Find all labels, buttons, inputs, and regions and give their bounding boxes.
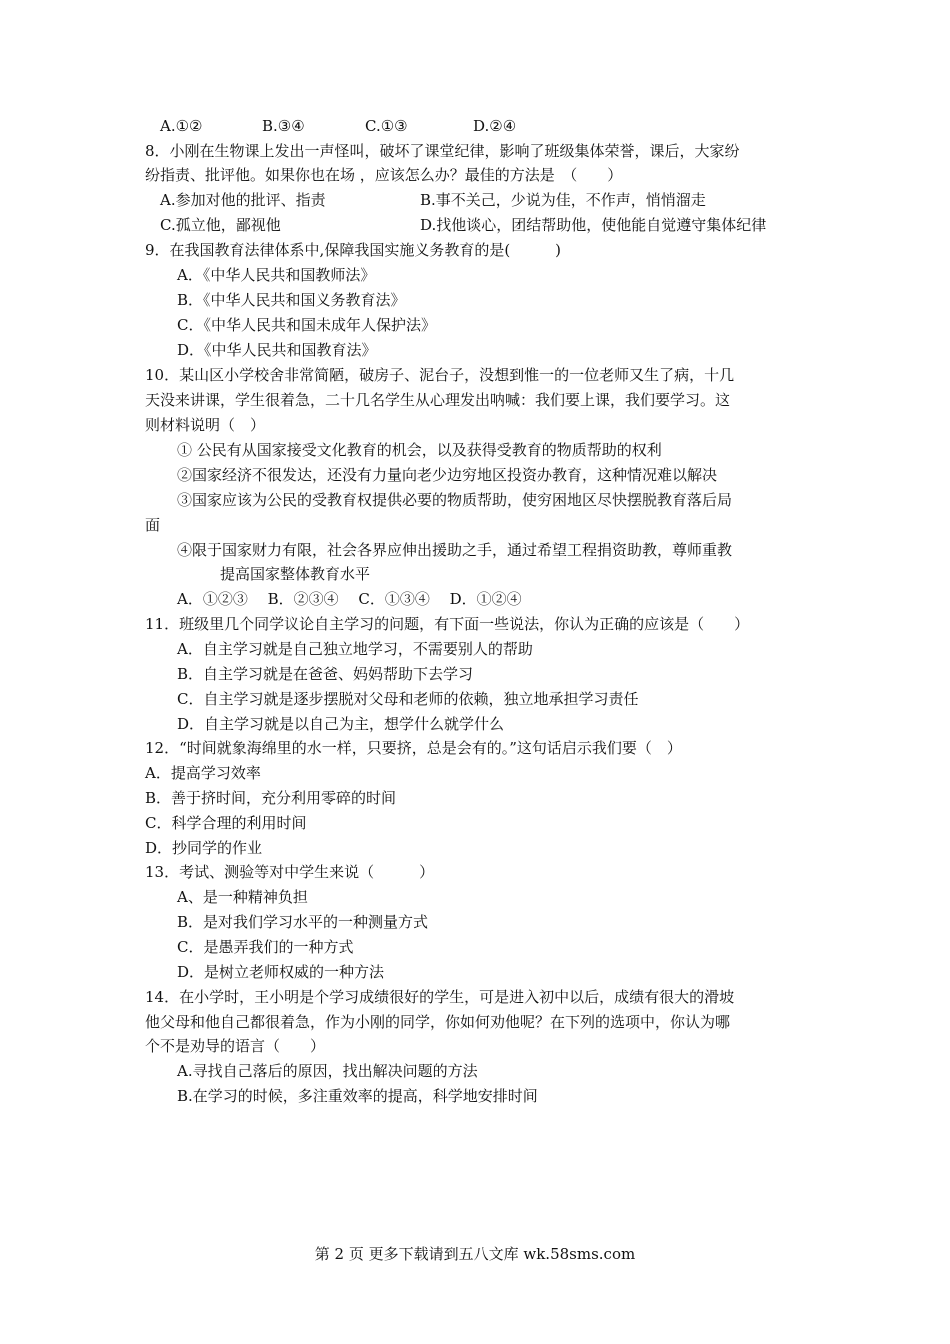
q8-stem-line2: 纷指责、批评他。如果你也在场 ，应该怎么办？最佳的方法是 （ ） [145,166,623,184]
q10-statement-3: ③国家应该为公民的受教育权提供必要的物质帮助，使穷困地区尽快摆脱教育落后局 [177,491,733,509]
q8-option-d: D.找他谈心，团结帮助他，使他能自觉遵守集体纪律 [420,216,767,234]
q8-option-b: B.事不关己，少说为佳，不作声，悄悄溜走 [420,191,706,209]
q14-stem-line2: 他父母和他自己都很着急，作为小刚的同学，你如何劝他呢？在下列的选项中，你认为哪 [145,1013,731,1031]
q7-option-b: B.③④ [262,117,305,135]
q13-option-b: B．是对我们学习水平的一种测量方式 [177,913,429,931]
q13-option-a: A、是一种精神负担 [177,888,308,906]
q7-options [160,116,516,136]
q13-stem: 13．考试、测验等对中学生来说（ ） [145,863,435,881]
q9-stem: 9．在我国教育法律体系中,保障我国实施义务教育的是( ) [145,241,562,259]
q8-option-c: C.孤立他，鄙视他 [160,216,281,234]
q12-stem: 12．“时间就象海绵里的水一样，只要挤，总是会有的。”这句话启示我们要（ ） [145,739,682,757]
q12-option-a: A．提高学习效率 [145,764,261,782]
q12-option-c: C．科学合理的利用时间 [145,814,307,832]
q11-stem: 11．班级里几个同学议论自主学习的问题，有下面一些说法，你认为正确的应该是（ ） [145,615,750,633]
q7-option-c: C.①③ [365,117,408,135]
q13-option-c: C．是愚弄我们的一种方式 [177,938,354,956]
q10-statement-3-cont: 面 [145,516,161,534]
q14-option-a: A.寻找自己落后的原因，找出解决问题的方法 [177,1062,478,1080]
q13-option-d: D．是树立老师权威的一种方法 [177,963,385,981]
q11-option-b: B．自主学习就是在爸爸、妈妈帮助下去学习 [177,665,474,683]
q11-option-a: A．自主学习就是自己独立地学习，不需要别人的帮助 [177,640,533,658]
q10-stem-line3: 则材料说明（ ） [145,416,266,434]
q11-option-c: C．自主学习就是逐步摆脱对父母和老师的依赖，独立地承担学习责任 [177,690,639,708]
q10-stem-line2: 天没来讲课，学生很着急，二十几名学生从心理发出呐喊：我们要上课，我们要学习。这 [145,391,731,409]
q9-option-a: A．《中华人民共和国教师法》 [177,266,376,284]
q10-statement-2: ②国家经济不很发达，还没有力量向老少边穷地区投资办教育，这种情况难以解决 [177,466,718,484]
q10-statement-4-cont: 提高国家整体教育水平 [220,565,371,583]
q8-option-a: A.参加对他的批评、指责 [160,191,326,209]
q14-option-b: B.在学习的时候，多注重效率的提高，科学地安排时间 [177,1087,538,1105]
q10-statement-1: ① 公民有从国家接受文化教育的机会，以及获得受教育的物质帮助的权利 [177,441,662,459]
q11-option-d: D．自主学习就是以自己为主，想学什么就学什么 [177,715,505,733]
q7-option-d: D.②④ [473,117,517,135]
page-footer: 第 2 页 更多下载请到五八文库 wk.58sms.com [314,1245,636,1263]
q10-options: A．①②③ B．②③④ C．①③④ D．①②④ [177,590,522,608]
q9-option-b: B．《中华人民共和国义务教育法》 [177,291,406,309]
q7-option-a: A.①② [160,117,203,135]
q8-stem-line1: 8．小刚在生物课上发出一声怪叫，破坏了课堂纪律，影响了班级集体荣誉，课后，大家纷 [145,142,740,160]
q12-option-b: B．善于挤时间，充分利用零碎的时间 [145,789,397,807]
q14-stem-line3: 个不是劝导的语言（ ） [145,1037,326,1055]
q9-option-d: D．《中华人民共和国教育法》 [177,341,377,359]
q12-option-d: D．抄同学的作业 [145,839,263,857]
q9-option-c: C．《中华人民共和国未成年人保护法》 [177,316,436,334]
q10-statement-4: ④限于国家财力有限，社会各界应伸出援助之手，通过希望工程捐资助教，尊师重教 [177,541,733,559]
q14-stem-line1: 14．在小学时，王小明是个学习成绩很好的学生，可是进入初中以后，成绩有很大的滑坡 [145,988,735,1006]
q10-stem-line1: 10．某山区小学校舍非常简陋，破房子、泥台子，没想到惟一的一位老师又生了病，十几 [145,366,735,384]
